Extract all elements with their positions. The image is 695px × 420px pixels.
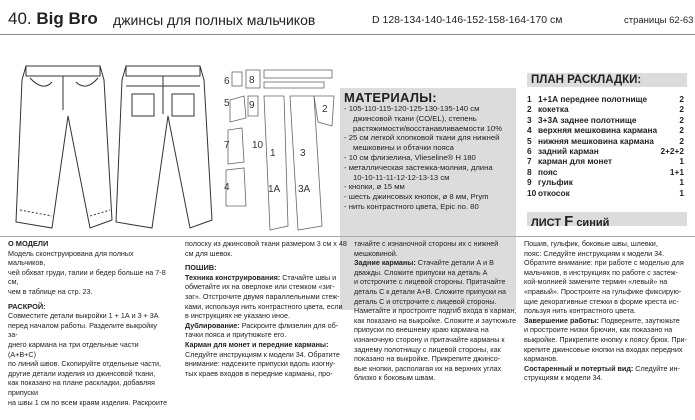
text-line: Техника конструирования: Стачайте швы и [185, 272, 337, 282]
layout-plan-row [527, 167, 684, 177]
piece-label: 7 [224, 140, 230, 151]
piece-name: нижняя мешковина кармана [538, 135, 654, 146]
assembly-text [524, 239, 689, 316]
piece-name: задний карман [538, 146, 599, 157]
text-line: щие декоративные стежки в форме креста ис- [524, 296, 679, 306]
piece-number: 8 [527, 166, 532, 177]
materials-line: - 105-110-115-120-125-130-135-140 см [344, 104, 480, 113]
materials-line: - нить контрастного цвета, Epic no. 80 [344, 201, 479, 211]
materials-title: МАТЕРИАЛЫ: [344, 90, 437, 105]
text-line: тачайте с изнаночной стороны их с нижней [354, 239, 499, 248]
text-line: Завершение работы: Подверните, заутюжьте [524, 315, 680, 325]
text-line: мешковиной. [354, 248, 398, 258]
piece-number: 4 [527, 125, 532, 136]
continued-text [354, 239, 519, 258]
distressed-text [524, 364, 689, 383]
text-line: в инструкциях не указано иное. [185, 311, 290, 321]
piece-quantity: 2 [679, 135, 684, 146]
pattern-pieces-diagram [222, 66, 338, 236]
text-line: Дублирование: Раскроите флизелин для об- [185, 320, 339, 330]
layout-plan-row [527, 125, 684, 135]
cutting-text [8, 311, 168, 407]
piece-name: верхняя мешковина кармана [538, 125, 658, 136]
piece-label: 2 [322, 104, 328, 115]
text-line: карманов. [524, 354, 559, 364]
column-back-pockets [354, 239, 519, 383]
materials-line: джинсовой ткани (CO/EL), степень [353, 113, 477, 123]
text-line: Наметайте и простроите подгиб входа в карман, [354, 306, 517, 316]
text-line: изнаночную сторону и притачайте карманы к [354, 334, 505, 344]
piece-label: 3 [300, 148, 306, 159]
finishing-text [524, 316, 689, 364]
text-line: перед началом работы. Разделите выкройку за- [8, 320, 158, 340]
sheet-prefix: ЛИСТ [531, 217, 562, 229]
text-line: Карман для монет и передние карманы: [185, 339, 329, 349]
text-line: Следуйте инструкциям к модели 34. Обратите [185, 349, 340, 359]
piece-quantity: 1 [679, 177, 684, 188]
text-line: внимание: надсеките припуски вдоль изогну- [185, 359, 336, 369]
text-line: тых краев входов в передние карманы, про- [185, 368, 333, 378]
piece-label: 4 [224, 182, 230, 193]
text-line: и отстрочите с лицевой стороны. Притачайте [354, 277, 506, 287]
text-line: дважды. Сложите припуски на деталь А [354, 267, 488, 277]
materials-line: - шесть джинсовых кнопок, ø 8 мм, Prym [344, 192, 489, 202]
materials-line: 10-10-11-11-12-12-13-13 см [353, 172, 450, 182]
text-line: Состаренный и потертый вид: Следуйте ин- [524, 363, 680, 373]
layout-plan-title: ПЛАН РАСКЛАДКИ: [527, 73, 687, 87]
layout-plan-row [527, 94, 684, 104]
text-line: на швы 1 см по всем краям изделия. Раскроите [8, 397, 168, 407]
column-about-cutting [8, 239, 168, 407]
column-finishing [524, 239, 689, 383]
text-line: другие детали изделия из джинсовой ткани, [8, 368, 156, 378]
piece-name: пояс [538, 166, 558, 177]
model-number [8, 9, 98, 29]
model-subtitle: джинсы для полных мальчиков [113, 12, 316, 28]
materials-list [344, 104, 514, 212]
about-text [8, 249, 168, 297]
page-reference: страницы 62-63 [624, 15, 694, 26]
brand-name: Big Bro [36, 9, 98, 28]
piece-name: 1+1А переднее полотнище [538, 94, 648, 104]
piece-quantity: 2+2+2 [660, 146, 684, 157]
section-divider [0, 236, 695, 237]
piece-number: 10 [527, 187, 537, 198]
text-line: струкциям к модели 34. [524, 373, 603, 383]
materials-line: - 25 см легкой хлопковой ткани для нижней [344, 133, 500, 143]
text-line: и простроите низки брючин, как показано на [524, 325, 673, 335]
text-line: «правый». Простроите на гульфике фиксирую- [524, 286, 682, 296]
text-line: полоску из джинсовой ткани размером 3 см x 48 [185, 239, 347, 248]
text-line: Пошив, гульфик, боковые швы, шлевки, [524, 239, 658, 248]
column-sewing [185, 239, 350, 378]
sheet-title [527, 212, 687, 230]
text-line: Модель сконструирована для полных мальчиков, [8, 248, 134, 268]
piece-quantity: 2 [679, 104, 684, 115]
strip-text [185, 239, 350, 258]
piece-number: 9 [527, 177, 532, 188]
text-line: заднему полотнищу с лицевой стороны, как [354, 344, 501, 354]
text-line: выкройке. Прикрепите кнопку к поясу брюк. При- [524, 334, 687, 344]
piece-label: 1А [268, 184, 281, 195]
text-line: ками, используя нить контрастного цвета, если [185, 301, 343, 311]
piece-number: 6 [527, 146, 532, 157]
piece-name: карман для монет [538, 156, 613, 167]
jeans-sketch-front-back [8, 60, 218, 240]
text-line: как показано на выкройке. Сложите и заутюжьте [354, 315, 517, 325]
technique-text [185, 273, 350, 321]
piece-quantity: 1+1 [669, 166, 684, 177]
text-line: близко к боковым швам. [354, 373, 436, 383]
about-heading: О МОДЕЛИ [8, 239, 49, 248]
piece-label: 8 [249, 75, 255, 86]
text-line: чей обхват груди, талии и бедер больше на 7-8 см, [8, 267, 166, 287]
text-line: чем в таблице на стр. 23. [8, 286, 93, 296]
piece-name: 3+3А заднее полотнище [538, 114, 637, 125]
layout-plan-row [527, 177, 684, 187]
text-line: Обратите внимание: при работе с моделью для [524, 258, 684, 268]
piece-number: 7 [527, 156, 532, 167]
text-line: как показано на плане раскладки, добавляя припуски [8, 378, 155, 397]
piece-label: 9 [249, 100, 255, 111]
piece-name: кокетка [538, 104, 569, 115]
piece-label: 3А [298, 184, 311, 195]
layout-plan-row [527, 188, 684, 198]
piece-number: 3 [527, 114, 532, 125]
text-line: обметайте их на оверлоке или стежком «зиг- [185, 282, 335, 292]
text-line: мальчиков, в инструкциях по работе с застеж- [524, 267, 678, 277]
piece-number: 1 [527, 94, 532, 104]
text-line: показано на выкройке. Прикрепите джинсо- [354, 354, 501, 364]
piece-label: 10 [252, 140, 264, 151]
sewing-heading: ПОШИВ: [185, 263, 217, 273]
layout-plan-row [527, 156, 684, 166]
text-line: Совместите детали выкройки 1 + 1А и 3 + 3А [8, 311, 159, 321]
layout-plan-row [527, 136, 684, 146]
size-range: D 128-134-140-146-152-158-164-170 см [372, 14, 563, 26]
layout-plan-row [527, 115, 684, 125]
piece-quantity: 2 [679, 94, 684, 104]
text-line: вые кнопки, располагая их на верхних углах [354, 363, 502, 373]
materials-line: - кнопки, ø 15 мм [344, 182, 405, 192]
materials-line: мешковины и обтачки пояса [353, 143, 454, 153]
piece-number: 5 [527, 135, 532, 146]
piece-label: 6 [224, 76, 230, 87]
text-line: заг». Отстрочите двумя параллельными стеж- [185, 291, 340, 301]
text-line: пояс: Следуйте инструкциям к модели 34. [524, 248, 665, 258]
text-line: Задние карманы: Стачайте детали А и В [354, 258, 494, 268]
sheet-color: синий [576, 217, 610, 229]
text-line: см для шевок. [185, 248, 233, 258]
text-line: кой-молнией замените термин «левый» на [524, 277, 668, 287]
piece-name: гульфик [538, 177, 573, 188]
model-number-value: 40. [8, 9, 32, 28]
text-line: днего кармана на три отдельные части (А+В+С) [8, 339, 139, 359]
layout-plan-list [527, 94, 684, 198]
materials-line: - металлическая застежка-молния, длина [344, 162, 493, 172]
layout-plan-row [527, 104, 684, 114]
front-pockets-text [185, 340, 350, 378]
piece-label: 5 [224, 98, 230, 109]
materials-line: - 10 см флизелина, Vlieseline® H 180 [344, 152, 476, 162]
text-line: деталь С к детали А+В. Сложите припуски на [354, 286, 507, 296]
layout-plan-row [527, 146, 684, 156]
interfacing-text [185, 321, 350, 340]
back-pockets-text [354, 258, 519, 383]
piece-name: откосок [538, 187, 570, 198]
text-line: по линий швов. Скопируйте отдельные части, [8, 359, 162, 369]
piece-number: 2 [527, 104, 532, 115]
cutting-heading: РАСКРОЙ: [8, 301, 46, 311]
piece-quantity: 1 [679, 156, 684, 167]
text-line: припуски по внешнему краю кармана на [354, 325, 489, 335]
text-line: пользуя нить контрастного цвета. [524, 306, 636, 316]
text-line: деталь С и отстрочите с лицевой стороны. [354, 296, 497, 306]
piece-quantity: 1 [679, 187, 684, 198]
piece-label: 1 [270, 148, 276, 159]
text-line: крепите джинсовые кнопки на входах передних [524, 344, 683, 354]
piece-quantity: 2 [679, 114, 684, 125]
header-divider [0, 34, 695, 35]
piece-quantity: 2 [679, 125, 684, 136]
sheet-letter: F [564, 213, 574, 230]
materials-line: растяжимости/восстанавливаемости 10% [353, 123, 503, 133]
text-line: тачки пояса и приутюжьте его. [185, 330, 287, 340]
